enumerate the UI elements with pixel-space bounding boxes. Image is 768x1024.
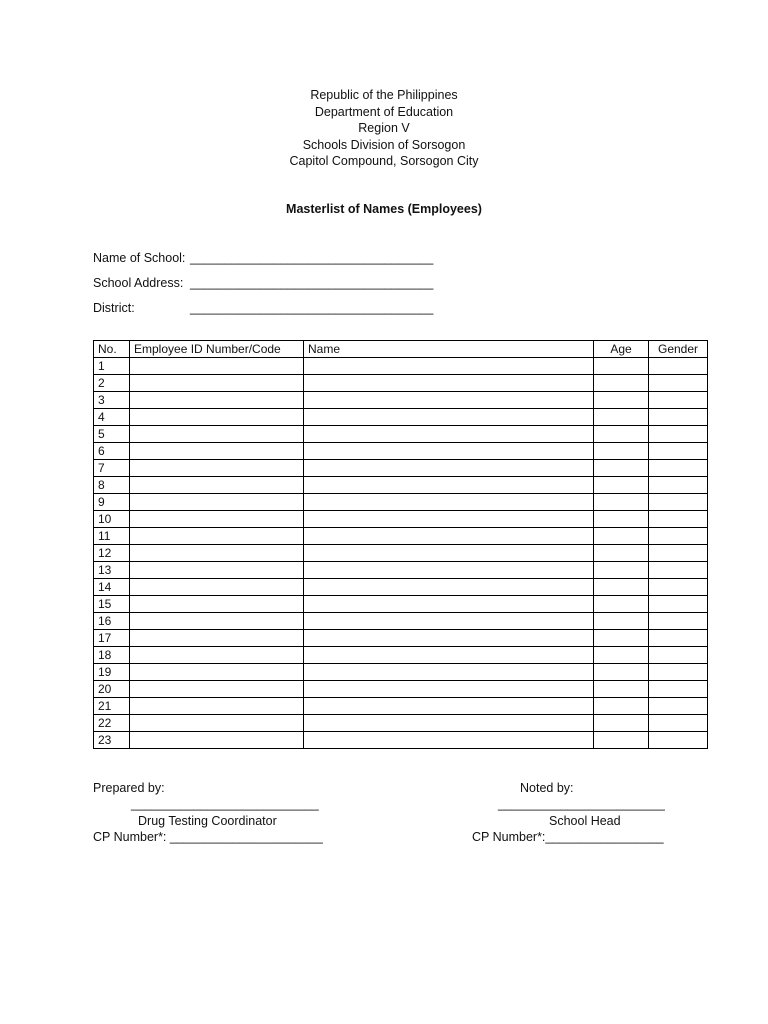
name-cell[interactable] [304,613,594,630]
school-address-label: School Address: [93,276,184,290]
table-row [94,681,708,698]
row-number: 5 [94,426,130,443]
name-cell[interactable] [304,715,594,732]
age-cell[interactable] [594,630,649,647]
row-number: 10 [94,511,130,528]
age-cell[interactable] [594,647,649,664]
employee-id-cell[interactable] [130,494,304,511]
gender-cell[interactable] [649,409,708,426]
table-row [94,732,708,749]
gender-cell[interactable] [649,375,708,392]
prepared-by-label: Prepared by: [93,781,165,795]
table-row [94,715,708,732]
gender-cell[interactable] [649,681,708,698]
table-row [94,477,708,494]
row-number: 12 [94,545,130,562]
table-row [94,443,708,460]
employee-id-cell[interactable] [130,647,304,664]
prepared-by-signature-line[interactable]: ___________________________ [131,797,319,811]
employee-id-cell[interactable] [130,511,304,528]
gender-cell[interactable] [649,392,708,409]
table-row [94,630,708,647]
letterhead [0,87,768,170]
prepared-by-role: Drug Testing Coordinator [138,814,277,828]
table-row [94,596,708,613]
row-number: 14 [94,579,130,596]
employee-id-cell[interactable] [130,698,304,715]
age-cell[interactable] [594,681,649,698]
gender-cell[interactable] [649,613,708,630]
gender-cell[interactable] [649,460,708,477]
row-number: 18 [94,647,130,664]
name-cell[interactable] [304,443,594,460]
noted-by-role: School Head [549,814,621,828]
name-cell[interactable] [304,375,594,392]
age-cell[interactable] [594,562,649,579]
employee-id-cell[interactable] [130,681,304,698]
age-cell[interactable] [594,664,649,681]
employee-id-cell[interactable] [130,545,304,562]
gender-cell[interactable] [649,358,708,375]
gender-cell[interactable] [649,664,708,681]
employee-id-cell[interactable] [130,460,304,477]
employee-id-cell[interactable] [130,409,304,426]
row-number: 17 [94,630,130,647]
table-row [94,698,708,715]
school-name-field [93,251,434,265]
row-number: 9 [94,494,130,511]
row-number: 22 [94,715,130,732]
name-cell[interactable] [304,562,594,579]
prepared-by-cp-number[interactable]: CP Number*: ______________________ [93,830,323,844]
employee-id-cell[interactable] [130,443,304,460]
name-cell[interactable] [304,392,594,409]
name-cell[interactable] [304,596,594,613]
name-cell[interactable] [304,426,594,443]
age-cell[interactable] [594,358,649,375]
row-number: 7 [94,460,130,477]
row-number: 23 [94,732,130,749]
table-row [94,613,708,630]
name-cell[interactable] [304,409,594,426]
employee-id-cell[interactable] [130,715,304,732]
row-number: 8 [94,477,130,494]
age-cell[interactable] [594,698,649,715]
table-header-row [94,341,708,358]
name-cell[interactable] [304,698,594,715]
name-cell[interactable] [304,647,594,664]
district-label: District: [93,301,135,315]
table-row [94,358,708,375]
age-cell[interactable] [594,426,649,443]
gender-cell[interactable] [649,579,708,596]
school-name-input-line[interactable]: ___________________________________ [190,251,434,265]
name-cell[interactable] [304,579,594,596]
table-row [94,392,708,409]
column-header-employee-id: Employee ID Number/Code [130,341,304,358]
district-input-line[interactable]: ___________________________________ [190,301,434,315]
age-cell[interactable] [594,715,649,732]
gender-cell[interactable] [649,494,708,511]
employee-id-cell[interactable] [130,630,304,647]
header-division: Schools Division of Sorsogon [302,137,466,152]
column-header-name: Name [304,341,594,358]
gender-cell[interactable] [649,426,708,443]
school-address-input-line[interactable]: ___________________________________ [190,276,434,290]
school-name-label: Name of School: [93,251,186,265]
age-cell[interactable] [594,375,649,392]
table-row [94,375,708,392]
employee-id-cell[interactable] [130,477,304,494]
name-cell[interactable] [304,681,594,698]
table-row [94,528,708,545]
table-row [94,460,708,477]
header-department: Department of Education [314,104,454,119]
gender-cell[interactable] [649,647,708,664]
age-cell[interactable] [594,528,649,545]
gender-cell[interactable] [649,545,708,562]
school-address-field [93,276,434,290]
gender-cell[interactable] [649,562,708,579]
row-number: 3 [94,392,130,409]
header-republic: Republic of the Philippines [310,88,458,102]
employee-id-cell[interactable] [130,596,304,613]
table-row [94,409,708,426]
gender-cell[interactable] [649,528,708,545]
name-cell[interactable] [304,545,594,562]
table-row [94,426,708,443]
employee-id-cell[interactable] [130,664,304,681]
column-header-no: No. [94,341,130,358]
table-row [94,494,708,511]
row-number: 21 [94,698,130,715]
name-cell[interactable] [304,664,594,681]
column-header-age: Age [594,341,649,358]
table-row [94,511,708,528]
table-body [94,358,708,749]
age-cell[interactable] [594,409,649,426]
employee-id-cell[interactable] [130,579,304,596]
noted-by-label: Noted by: [520,781,574,795]
employee-table [93,340,708,749]
name-cell[interactable] [304,477,594,494]
row-number: 16 [94,613,130,630]
table-row [94,579,708,596]
employee-id-cell[interactable] [130,732,304,749]
row-number: 4 [94,409,130,426]
age-cell[interactable] [594,579,649,596]
employee-id-cell[interactable] [130,375,304,392]
table-row [94,545,708,562]
name-cell[interactable] [304,358,594,375]
column-header-gender: Gender [649,341,708,358]
row-number: 6 [94,443,130,460]
age-cell[interactable] [594,511,649,528]
page-title: Masterlist of Names (Employees) [286,202,482,216]
header-address: Capitol Compound, Sorsogon City [289,154,479,168]
gender-cell[interactable] [649,732,708,749]
employee-id-cell[interactable] [130,426,304,443]
table-row [94,664,708,681]
age-cell[interactable] [594,460,649,477]
table-row [94,647,708,664]
age-cell[interactable] [594,477,649,494]
name-cell[interactable] [304,511,594,528]
age-cell[interactable] [594,545,649,562]
gender-cell[interactable] [649,596,708,613]
age-cell[interactable] [594,443,649,460]
row-number: 1 [94,358,130,375]
row-number: 20 [94,681,130,698]
employee-id-cell[interactable] [130,392,304,409]
age-cell[interactable] [594,392,649,409]
name-cell[interactable] [304,630,594,647]
age-cell[interactable] [594,613,649,630]
noted-by-cp-number[interactable]: CP Number*:_________________ [472,830,664,844]
employee-id-cell[interactable] [130,358,304,375]
header-region: Region V [358,121,410,135]
gender-cell[interactable] [649,443,708,460]
row-number: 15 [94,596,130,613]
name-cell[interactable] [304,460,594,477]
row-number: 2 [94,375,130,392]
name-cell[interactable] [304,494,594,511]
employee-id-cell[interactable] [130,562,304,579]
employee-id-cell[interactable] [130,528,304,545]
gender-cell[interactable] [649,715,708,732]
name-cell[interactable] [304,732,594,749]
gender-cell[interactable] [649,477,708,494]
name-cell[interactable] [304,528,594,545]
age-cell[interactable] [594,494,649,511]
noted-by-signature-line[interactable]: ________________________ [498,797,665,811]
row-number: 11 [94,528,130,545]
district-field [93,301,434,315]
row-number: 19 [94,664,130,681]
employee-id-cell[interactable] [130,613,304,630]
table-row [94,562,708,579]
gender-cell[interactable] [649,698,708,715]
age-cell[interactable] [594,732,649,749]
gender-cell[interactable] [649,630,708,647]
row-number: 13 [94,562,130,579]
gender-cell[interactable] [649,511,708,528]
age-cell[interactable] [594,596,649,613]
